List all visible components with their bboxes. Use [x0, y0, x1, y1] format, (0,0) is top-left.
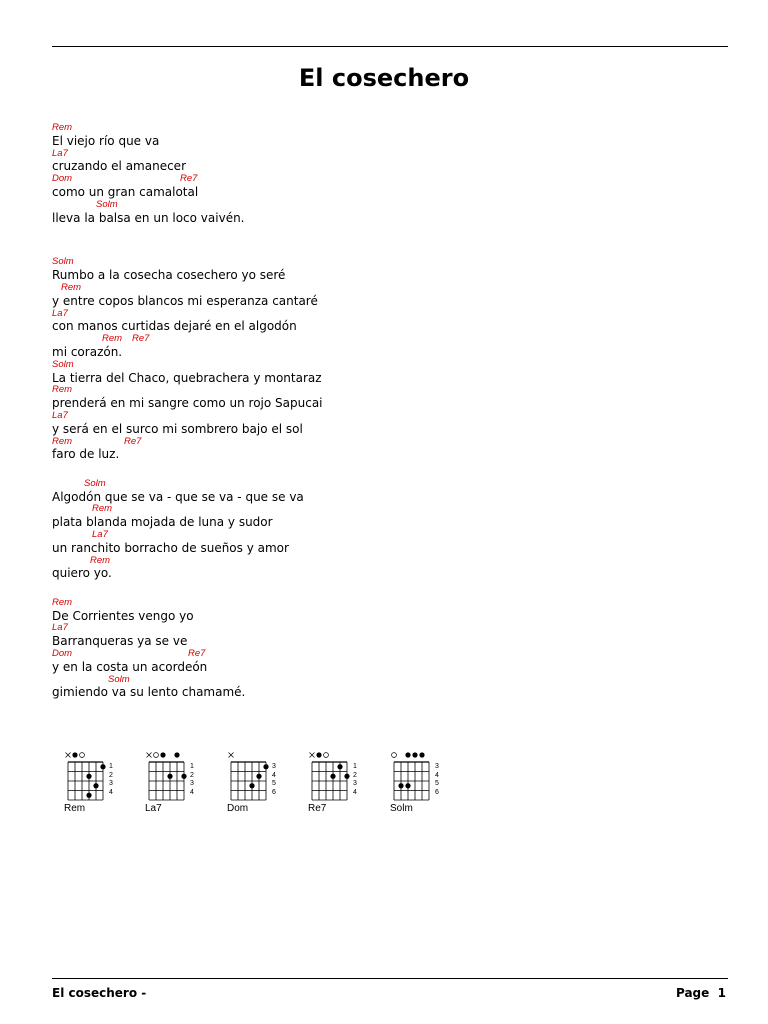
finger-dot	[330, 774, 335, 779]
open-string-mark	[324, 753, 329, 758]
fret-number: 3	[190, 780, 194, 787]
fret-numbers	[353, 763, 357, 797]
verse	[52, 122, 732, 224]
chord-diagram-name: Dom	[227, 803, 249, 814]
chord-line	[52, 199, 732, 212]
fret-number: 5	[435, 780, 439, 787]
fret-number: 1	[353, 763, 357, 770]
chord-diagram-solm	[388, 750, 468, 820]
chord-diagram-dom	[225, 750, 305, 820]
verse-gap	[52, 224, 732, 256]
lyric-line: cruzando el amanecer	[52, 159, 186, 174]
chord-diagram-rem	[62, 750, 142, 820]
chord-grid	[62, 750, 112, 802]
finger-dot	[263, 764, 268, 769]
verse	[52, 597, 732, 699]
finger-dot	[256, 774, 261, 779]
top-dot-mark	[174, 752, 179, 757]
lyric-line: lleva la balsa en un loco vaivén.	[52, 210, 245, 225]
lyric-line: un ranchito borracho de sueños y amor	[52, 540, 289, 555]
lyric-line: mi corazón.	[52, 344, 123, 359]
fret-numbers	[435, 763, 439, 797]
lyric-line: y será en el surco mi sombrero bajo el sol	[52, 421, 303, 436]
chord-label: Solm	[108, 673, 130, 685]
chord-label: La7	[92, 528, 108, 540]
finger-dot	[337, 764, 342, 769]
chord-grid	[388, 750, 438, 802]
chord-line	[52, 359, 732, 372]
chord-diagram-re7	[306, 750, 386, 820]
chord-grid	[143, 750, 193, 802]
verse	[52, 478, 732, 580]
bottom-rule	[52, 978, 728, 979]
footer-song-title: El cosechero -	[52, 986, 147, 1000]
chord-label: Rem	[92, 503, 113, 515]
fret-number: 3	[109, 780, 113, 787]
chord-label: La7	[52, 307, 68, 319]
chord-label: Dom	[52, 647, 73, 659]
lyric-line: quiero yo.	[52, 566, 112, 581]
finger-dot	[93, 783, 98, 788]
fret-number: 4	[109, 788, 113, 796]
finger-dot	[86, 774, 91, 779]
finger-dot	[249, 783, 254, 788]
chord-label: Solm	[96, 198, 118, 210]
chord-label: Rem	[61, 281, 82, 293]
verse-gap	[52, 580, 732, 597]
chord-label: Dom	[52, 173, 73, 185]
lyric-line: El viejo río que va	[52, 133, 160, 148]
chord-label: La7	[52, 147, 68, 159]
lyric-line: De Corrientes vengo yo	[52, 608, 194, 623]
lyric-line: como un gran camalotal	[52, 184, 199, 199]
finger-dot	[181, 774, 186, 779]
chord-label: Rem	[52, 435, 73, 447]
chord-label: Rem	[90, 554, 111, 566]
chord-label: Re7	[132, 333, 150, 345]
open-string-mark	[154, 753, 159, 758]
fret-number: 4	[435, 771, 439, 779]
chord-diagram-name: Re7	[308, 803, 327, 814]
fret-number: 6	[435, 788, 439, 796]
lyric-line: con manos curtidas dejaré en el algodón	[52, 319, 297, 334]
chord-diagram-name: La7	[145, 803, 162, 814]
fret-numbers	[190, 763, 194, 797]
page-number: 1	[717, 986, 726, 1000]
finger-dot	[86, 793, 91, 798]
chord-label: Re7	[188, 647, 206, 659]
open-string-mark	[392, 753, 397, 758]
chord-line	[52, 436, 732, 449]
chord-line	[52, 333, 732, 346]
fret-number: 1	[190, 763, 194, 770]
chord-label: Re7	[180, 173, 198, 185]
chord-label: La7	[52, 622, 68, 634]
top-dot-mark	[160, 752, 165, 757]
lyric-line: y en la costa un acordeón	[52, 659, 208, 674]
fret-number: 5	[272, 780, 276, 787]
chord-grid	[306, 750, 356, 802]
finger-dot	[405, 783, 410, 788]
chord-line	[52, 597, 732, 610]
chord-line	[52, 410, 732, 423]
fret-number: 4	[190, 788, 194, 796]
lyric-line: Rumbo a la cosecha cosechero yo seré	[52, 268, 286, 283]
chord-label: Solm	[84, 477, 106, 489]
top-dot-mark	[405, 752, 410, 757]
chord-label: Rem	[102, 333, 123, 345]
top-dot-mark	[316, 752, 321, 757]
footer-page	[676, 986, 726, 1000]
fret-number: 2	[109, 771, 113, 779]
chord-grid	[225, 750, 275, 802]
fret-number: 3	[435, 763, 439, 770]
lyric-line: Algodón que se va - que se va - que se va	[52, 489, 304, 504]
chord-label: La7	[52, 409, 68, 421]
lyric-line: plata blanda mojada de luna y sudor	[52, 515, 273, 530]
chord-line	[52, 555, 732, 568]
top-dot-mark	[412, 752, 417, 757]
lyric-line: gimiendo va su lento chamamé.	[52, 685, 246, 700]
finger-dot	[344, 774, 349, 779]
chord-diagram-name: Solm	[390, 803, 413, 814]
lyric-line: Barranqueras ya se ve	[52, 634, 188, 649]
top-dot-mark	[419, 752, 424, 757]
fret-number: 6	[272, 788, 276, 796]
chord-line	[52, 478, 732, 491]
chord-line	[52, 529, 732, 542]
chord-label: Re7	[124, 435, 142, 447]
fret-number: 3	[353, 780, 357, 787]
lyric-line: y entre copos blancos mi esperanza cantaré	[52, 293, 318, 308]
fret-number: 4	[353, 788, 357, 796]
fret-number: 4	[272, 771, 276, 779]
chord-line	[52, 648, 732, 661]
lyric-line: La tierra del Chaco, quebrachera y montaraz	[52, 370, 322, 385]
finger-dot	[398, 783, 403, 788]
chord-label: Rem	[52, 596, 73, 608]
top-rule	[52, 46, 728, 47]
chord-label: Rem	[52, 122, 73, 133]
lyric-line: prenderá en mi sangre como un rojo Sapucai	[52, 396, 323, 411]
chord-line	[52, 282, 732, 295]
open-string-mark	[80, 753, 85, 758]
fret-numbers	[272, 763, 276, 797]
finger-dot	[167, 774, 172, 779]
chord-diagram-la7	[143, 750, 223, 820]
chord-label: Solm	[52, 358, 74, 370]
page-label: Page	[675, 986, 710, 1000]
lyric-line: faro de luz.	[52, 447, 120, 462]
page-title: El cosechero	[298, 64, 470, 92]
verse-gap	[52, 461, 732, 478]
top-dot-mark	[72, 752, 77, 757]
fret-number: 2	[190, 771, 194, 779]
chord-label: Rem	[52, 384, 73, 396]
lyrics-body	[52, 122, 732, 699]
fret-number: 3	[272, 763, 276, 770]
chord-label: Solm	[52, 256, 74, 268]
fret-number: 1	[109, 763, 113, 770]
chord-line	[52, 122, 732, 135]
fret-number: 2	[353, 771, 357, 779]
verse	[52, 256, 732, 461]
finger-dot	[100, 764, 105, 769]
chord-diagram-name: Rem	[64, 803, 86, 814]
fret-numbers	[109, 763, 113, 797]
